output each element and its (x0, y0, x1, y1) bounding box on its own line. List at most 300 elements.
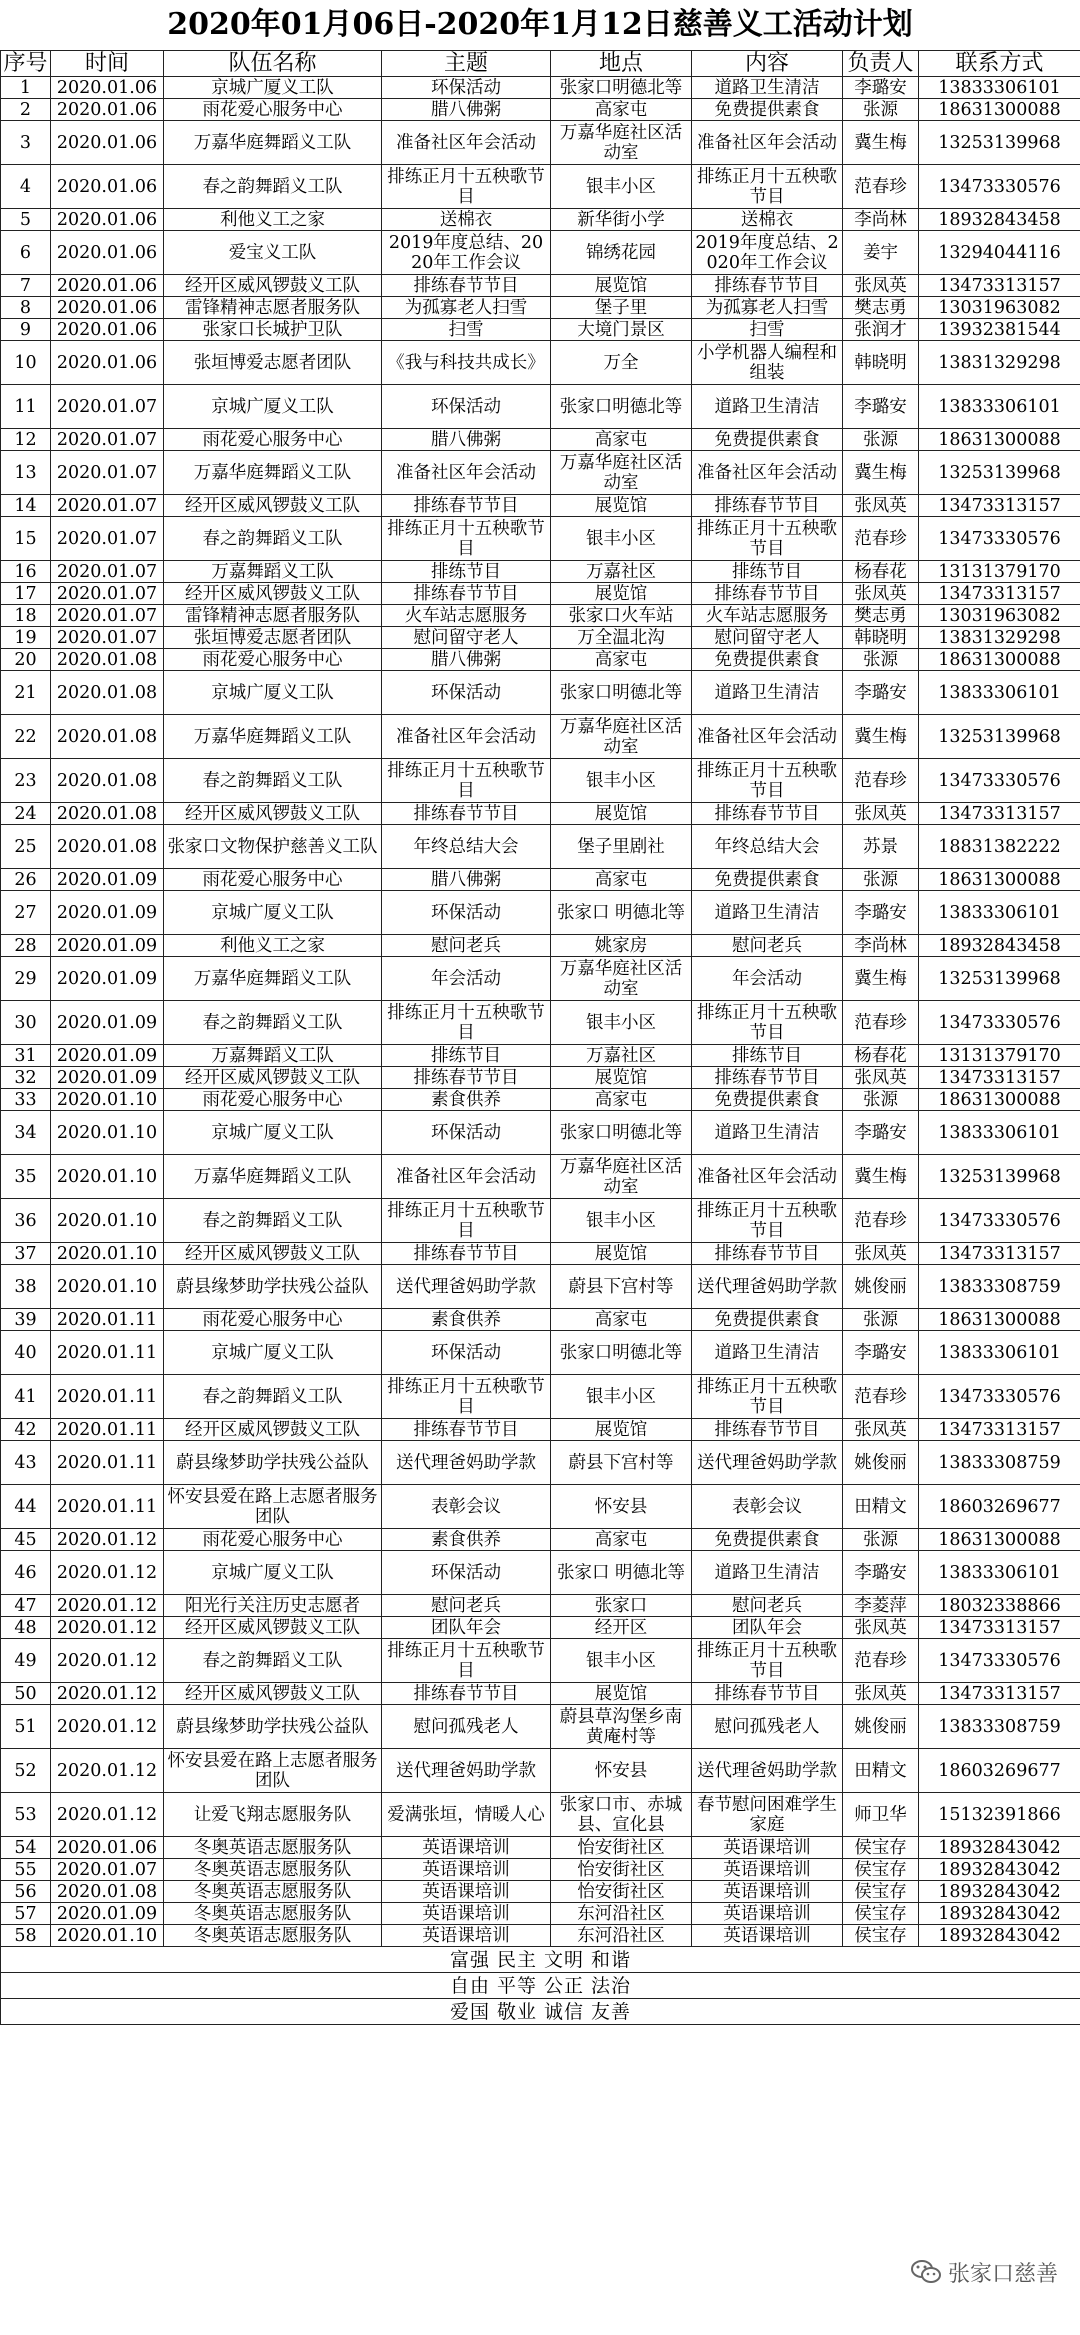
cell-topic: 排练正月十五秧歌节目 (382, 759, 551, 803)
cell-content: 免费提供素食 (692, 869, 843, 891)
table-row (1, 1903, 1080, 1925)
cell-content: 准备社区年会活动 (692, 451, 843, 495)
cell-date: 2020.01.07 (51, 561, 164, 583)
cell-leader: 姚俊丽 (843, 1441, 919, 1485)
cell-date: 2020.01.07 (51, 495, 164, 517)
cell-date: 2020.01.09 (51, 869, 164, 891)
table-row (1, 1419, 1080, 1441)
cell-location: 万全 (551, 341, 692, 385)
cell-topic: 为孤寡老人扫雪 (382, 297, 551, 319)
cell-phone: 13473313157 (919, 803, 1080, 825)
cell-leader: 张润才 (843, 319, 919, 341)
cell-location: 姚家房 (551, 935, 692, 957)
cell-content: 排练春节节目 (692, 275, 843, 297)
cell-date: 2020.01.06 (51, 99, 164, 121)
cell-location: 高家屯 (551, 649, 692, 671)
table-row (1, 297, 1080, 319)
cell-phone: 13833306101 (919, 385, 1080, 429)
cell-content: 2019年度总结、2020年工作会议 (692, 231, 843, 275)
column-header: 地点 (551, 51, 692, 77)
cell-location: 银丰小区 (551, 1199, 692, 1243)
cell-content: 排练正月十五秧歌节目 (692, 1375, 843, 1419)
cell-index: 51 (1, 1705, 51, 1749)
cell-date: 2020.01.07 (51, 517, 164, 561)
cell-leader: 李璐安 (843, 1331, 919, 1375)
cell-topic: 排练节目 (382, 1045, 551, 1067)
cell-index: 25 (1, 825, 51, 869)
cell-leader: 李璐安 (843, 1551, 919, 1595)
table-row (1, 1265, 1080, 1309)
cell-index: 14 (1, 495, 51, 517)
cell-team: 雨花爱心服务中心 (164, 1309, 382, 1331)
cell-team: 冬奥英语志愿服务队 (164, 1881, 382, 1903)
cell-date: 2020.01.09 (51, 1001, 164, 1045)
cell-phone: 13473330576 (919, 517, 1080, 561)
table-row (1, 649, 1080, 671)
cell-phone: 13473313157 (919, 495, 1080, 517)
cell-index: 50 (1, 1683, 51, 1705)
cell-topic: 英语课培训 (382, 1925, 551, 1947)
cell-phone: 18631300088 (919, 1089, 1080, 1111)
cell-index: 3 (1, 121, 51, 165)
cell-phone: 13932381544 (919, 319, 1080, 341)
cell-team: 冬奥英语志愿服务队 (164, 1925, 382, 1947)
cell-content: 排练春节节目 (692, 803, 843, 825)
cell-date: 2020.01.08 (51, 715, 164, 759)
cell-topic: 环保活动 (382, 385, 551, 429)
cell-topic: 排练春节节目 (382, 1243, 551, 1265)
cell-team: 京城广厦义工队 (164, 1551, 382, 1595)
cell-index: 55 (1, 1859, 51, 1881)
cell-topic: 慰问老兵 (382, 1595, 551, 1617)
cell-index: 27 (1, 891, 51, 935)
table-row (1, 825, 1080, 869)
cell-topic: 送代理爸妈助学款 (382, 1265, 551, 1309)
cell-index: 29 (1, 957, 51, 1001)
cell-content: 小学机器人编程和组装 (692, 341, 843, 385)
table-row (1, 1749, 1080, 1793)
cell-index: 32 (1, 1067, 51, 1089)
cell-leader: 范春珍 (843, 165, 919, 209)
cell-leader: 张凤英 (843, 275, 919, 297)
cell-phone: 13253139968 (919, 957, 1080, 1001)
cell-leader: 张源 (843, 429, 919, 451)
cell-date: 2020.01.06 (51, 121, 164, 165)
cell-index: 21 (1, 671, 51, 715)
cell-leader: 樊志勇 (843, 605, 919, 627)
cell-team: 让爱飞翔志愿服务队 (164, 1793, 382, 1837)
cell-content: 排练正月十五秧歌节目 (692, 517, 843, 561)
cell-leader: 范春珍 (843, 1639, 919, 1683)
cell-team: 利他义工之家 (164, 209, 382, 231)
cell-content: 慰问老兵 (692, 1595, 843, 1617)
cell-phone: 13473313157 (919, 275, 1080, 297)
cell-team: 雨花爱心服务中心 (164, 869, 382, 891)
cell-index: 30 (1, 1001, 51, 1045)
cell-team: 经开区威风锣鼓义工队 (164, 1419, 382, 1441)
cell-topic: 排练春节节目 (382, 583, 551, 605)
cell-content: 免费提供素食 (692, 1089, 843, 1111)
cell-location: 高家屯 (551, 869, 692, 891)
cell-date: 2020.01.06 (51, 297, 164, 319)
cell-content: 英语课培训 (692, 1925, 843, 1947)
cell-index: 1 (1, 77, 51, 99)
table-row (1, 231, 1080, 275)
cell-team: 阳光行关注历史志愿者 (164, 1595, 382, 1617)
cell-leader: 李尚林 (843, 935, 919, 957)
table-row (1, 341, 1080, 385)
cell-leader: 李璐安 (843, 77, 919, 99)
cell-topic: 排练正月十五秧歌节目 (382, 1199, 551, 1243)
cell-leader: 张源 (843, 1089, 919, 1111)
table-row (1, 1485, 1080, 1529)
cell-phone: 18631300088 (919, 649, 1080, 671)
cell-team: 京城广厦义工队 (164, 671, 382, 715)
cell-topic: 腊八佛粥 (382, 869, 551, 891)
cell-content: 排练春节节目 (692, 1243, 843, 1265)
cell-topic: 英语课培训 (382, 1837, 551, 1859)
column-header: 主题 (382, 51, 551, 77)
cell-content: 慰问留守老人 (692, 627, 843, 649)
cell-team: 京城广厦义工队 (164, 385, 382, 429)
cell-location: 展览馆 (551, 1067, 692, 1089)
table-row (1, 209, 1080, 231)
cell-date: 2020.01.12 (51, 1683, 164, 1705)
cell-phone: 13833306101 (919, 1111, 1080, 1155)
cell-index: 43 (1, 1441, 51, 1485)
cell-team: 冬奥英语志愿服务队 (164, 1903, 382, 1925)
cell-leader: 范春珍 (843, 1375, 919, 1419)
cell-phone: 13253139968 (919, 1155, 1080, 1199)
cell-location: 张家口明德北等 (551, 671, 692, 715)
cell-content: 免费提供素食 (692, 99, 843, 121)
cell-date: 2020.01.11 (51, 1331, 164, 1375)
cell-content: 英语课培训 (692, 1881, 843, 1903)
cell-team: 经开区威风锣鼓义工队 (164, 275, 382, 297)
cell-index: 44 (1, 1485, 51, 1529)
table-row (1, 1551, 1080, 1595)
cell-date: 2020.01.06 (51, 209, 164, 231)
cell-content: 道路卫生清洁 (692, 1331, 843, 1375)
table-row (1, 1089, 1080, 1111)
cell-location: 展览馆 (551, 803, 692, 825)
cell-team: 经开区威风锣鼓义工队 (164, 1683, 382, 1705)
cell-team: 万嘉华庭舞蹈义工队 (164, 1155, 382, 1199)
cell-topic: 2019年度总结、2020年工作会议 (382, 231, 551, 275)
cell-location: 高家屯 (551, 1529, 692, 1551)
cell-location: 张家口 明德北等 (551, 1551, 692, 1595)
cell-phone: 18631300088 (919, 1529, 1080, 1551)
cell-topic: 英语课培训 (382, 1881, 551, 1903)
cell-location: 银丰小区 (551, 1639, 692, 1683)
cell-content: 表彰会议 (692, 1485, 843, 1529)
cell-leader: 侯宝存 (843, 1837, 919, 1859)
cell-leader: 姚俊丽 (843, 1705, 919, 1749)
cell-team: 春之韵舞蹈义工队 (164, 1375, 382, 1419)
cell-date: 2020.01.07 (51, 605, 164, 627)
cell-location: 高家屯 (551, 429, 692, 451)
cell-topic: 慰问老兵 (382, 935, 551, 957)
cell-location: 怡安街社区 (551, 1837, 692, 1859)
cell-leader: 李璐安 (843, 671, 919, 715)
cell-location: 张家口 (551, 1595, 692, 1617)
cell-date: 2020.01.12 (51, 1639, 164, 1683)
cell-index: 28 (1, 935, 51, 957)
cell-phone: 18932843042 (919, 1881, 1080, 1903)
cell-phone: 18932843042 (919, 1925, 1080, 1947)
slogan-row (1, 1947, 1080, 1973)
column-header: 内容 (692, 51, 843, 77)
cell-phone: 13833306101 (919, 1551, 1080, 1595)
cell-date: 2020.01.09 (51, 891, 164, 935)
cell-topic: 准备社区年会活动 (382, 451, 551, 495)
table-row (1, 1155, 1080, 1199)
cell-team: 春之韵舞蹈义工队 (164, 1639, 382, 1683)
cell-team: 春之韵舞蹈义工队 (164, 1199, 382, 1243)
cell-topic: 腊八佛粥 (382, 99, 551, 121)
cell-content: 春节慰问困难学生家庭 (692, 1793, 843, 1837)
cell-date: 2020.01.10 (51, 1243, 164, 1265)
table-row (1, 1045, 1080, 1067)
cell-content: 排练节目 (692, 561, 843, 583)
cell-leader: 杨春花 (843, 561, 919, 583)
cell-content: 道路卫生清洁 (692, 671, 843, 715)
cell-team: 张家口文物保护慈善义工队 (164, 825, 382, 869)
cell-location: 高家屯 (551, 1089, 692, 1111)
cell-date: 2020.01.06 (51, 231, 164, 275)
cell-content: 准备社区年会活动 (692, 121, 843, 165)
cell-date: 2020.01.07 (51, 385, 164, 429)
cell-content: 送代理爸妈助学款 (692, 1749, 843, 1793)
cell-topic: 爱满张垣，情暖人心 (382, 1793, 551, 1837)
cell-leader: 苏景 (843, 825, 919, 869)
table-row (1, 1793, 1080, 1837)
cell-leader: 张凤英 (843, 495, 919, 517)
cell-location: 高家屯 (551, 1309, 692, 1331)
cell-date: 2020.01.08 (51, 759, 164, 803)
cell-date: 2020.01.10 (51, 1155, 164, 1199)
cell-index: 2 (1, 99, 51, 121)
cell-location: 蔚县下宫村等 (551, 1441, 692, 1485)
cell-index: 34 (1, 1111, 51, 1155)
cell-content: 准备社区年会活动 (692, 1155, 843, 1199)
cell-date: 2020.01.10 (51, 1199, 164, 1243)
cell-location: 万嘉华庭社区活动室 (551, 451, 692, 495)
cell-date: 2020.01.11 (51, 1485, 164, 1529)
table-row (1, 1925, 1080, 1947)
cell-date: 2020.01.10 (51, 1925, 164, 1947)
cell-team: 冬奥英语志愿服务队 (164, 1837, 382, 1859)
cell-team: 万嘉舞蹈义工队 (164, 1045, 382, 1067)
cell-location: 万嘉华庭社区活动室 (551, 121, 692, 165)
table-row (1, 451, 1080, 495)
cell-phone: 13833306101 (919, 1331, 1080, 1375)
table-row (1, 1243, 1080, 1265)
table-row (1, 1331, 1080, 1375)
cell-team: 张家口长城护卫队 (164, 319, 382, 341)
cell-location: 银丰小区 (551, 517, 692, 561)
cell-index: 16 (1, 561, 51, 583)
cell-phone: 13473313157 (919, 1419, 1080, 1441)
cell-location: 张家口火车站 (551, 605, 692, 627)
cell-phone: 13031963082 (919, 605, 1080, 627)
cell-phone: 13031963082 (919, 297, 1080, 319)
cell-leader: 冀生梅 (843, 957, 919, 1001)
cell-date: 2020.01.12 (51, 1705, 164, 1749)
column-header: 时间 (51, 51, 164, 77)
cell-location: 大境门景区 (551, 319, 692, 341)
cell-date: 2020.01.10 (51, 1265, 164, 1309)
cell-location: 张家口市、赤城县、宣化县 (551, 1793, 692, 1837)
cell-phone: 18603269677 (919, 1485, 1080, 1529)
cell-leader: 冀生梅 (843, 121, 919, 165)
cell-content: 免费提供素食 (692, 1309, 843, 1331)
cell-index: 26 (1, 869, 51, 891)
cell-leader: 张凤英 (843, 1683, 919, 1705)
cell-topic: 环保活动 (382, 671, 551, 715)
cell-team: 蔚县缘梦助学扶残公益队 (164, 1265, 382, 1309)
cell-location: 张家口明德北等 (551, 77, 692, 99)
cell-team: 春之韵舞蹈义工队 (164, 1001, 382, 1045)
cell-location: 蔚县下宫村等 (551, 1265, 692, 1309)
cell-index: 46 (1, 1551, 51, 1595)
cell-phone: 13473330576 (919, 759, 1080, 803)
cell-content: 送棉衣 (692, 209, 843, 231)
cell-index: 33 (1, 1089, 51, 1111)
cell-date: 2020.01.12 (51, 1551, 164, 1595)
cell-leader: 范春珍 (843, 1001, 919, 1045)
cell-leader: 张凤英 (843, 1617, 919, 1639)
table-row (1, 77, 1080, 99)
cell-content: 团队年会 (692, 1617, 843, 1639)
cell-index: 12 (1, 429, 51, 451)
cell-leader: 冀生梅 (843, 451, 919, 495)
cell-leader: 师卫华 (843, 1793, 919, 1837)
cell-location: 万全温北沟 (551, 627, 692, 649)
cell-topic: 《我与科技共成长》 (382, 341, 551, 385)
table-row (1, 627, 1080, 649)
cell-index: 13 (1, 451, 51, 495)
cell-leader: 樊志勇 (843, 297, 919, 319)
cell-index: 38 (1, 1265, 51, 1309)
cell-date: 2020.01.07 (51, 429, 164, 451)
table-row (1, 605, 1080, 627)
cell-content: 排练正月十五秧歌节目 (692, 1001, 843, 1045)
cell-date: 2020.01.09 (51, 1067, 164, 1089)
activity-plan-table (0, 50, 1080, 2025)
cell-team: 雨花爱心服务中心 (164, 649, 382, 671)
cell-content: 年会活动 (692, 957, 843, 1001)
cell-topic: 排练正月十五秧歌节目 (382, 1375, 551, 1419)
cell-phone: 13131379170 (919, 1045, 1080, 1067)
cell-index: 41 (1, 1375, 51, 1419)
watermark-text: 张家口慈善 (948, 2261, 1059, 2287)
cell-topic: 环保活动 (382, 1331, 551, 1375)
cell-phone: 13473313157 (919, 1683, 1080, 1705)
cell-team: 万嘉舞蹈义工队 (164, 561, 382, 583)
cell-phone: 13831329298 (919, 341, 1080, 385)
cell-index: 31 (1, 1045, 51, 1067)
table-row (1, 1111, 1080, 1155)
cell-phone: 13833306101 (919, 891, 1080, 935)
cell-team: 万嘉华庭舞蹈义工队 (164, 121, 382, 165)
cell-topic: 环保活动 (382, 77, 551, 99)
wechat-icon (910, 2258, 942, 2286)
table-row (1, 957, 1080, 1001)
cell-content: 为孤寡老人扫雪 (692, 297, 843, 319)
cell-content: 道路卫生清洁 (692, 1111, 843, 1155)
cell-team: 京城广厦义工队 (164, 77, 382, 99)
cell-date: 2020.01.06 (51, 341, 164, 385)
cell-index: 24 (1, 803, 51, 825)
cell-location: 张家口明德北等 (551, 1111, 692, 1155)
cell-index: 52 (1, 1749, 51, 1793)
cell-phone: 13833306101 (919, 671, 1080, 715)
table-row (1, 715, 1080, 759)
cell-leader: 李璐安 (843, 1111, 919, 1155)
cell-leader: 杨春花 (843, 1045, 919, 1067)
cell-phone: 18932843458 (919, 935, 1080, 957)
cell-location: 展览馆 (551, 1243, 692, 1265)
cell-date: 2020.01.09 (51, 1903, 164, 1925)
cell-team: 春之韵舞蹈义工队 (164, 517, 382, 561)
cell-phone: 13473330576 (919, 165, 1080, 209)
cell-topic: 排练春节节目 (382, 1419, 551, 1441)
column-header: 序号 (1, 51, 51, 77)
cell-location: 经开区 (551, 1617, 692, 1639)
cell-date: 2020.01.11 (51, 1441, 164, 1485)
cell-location: 张家口明德北等 (551, 385, 692, 429)
cell-date: 2020.01.08 (51, 1881, 164, 1903)
cell-leader: 张源 (843, 649, 919, 671)
cell-content: 排练正月十五秧歌节目 (692, 1199, 843, 1243)
cell-topic: 团队年会 (382, 1617, 551, 1639)
cell-date: 2020.01.10 (51, 1111, 164, 1155)
cell-location: 怡安街社区 (551, 1881, 692, 1903)
cell-topic: 环保活动 (382, 1551, 551, 1595)
cell-team: 万嘉华庭舞蹈义工队 (164, 715, 382, 759)
cell-content: 免费提供素食 (692, 649, 843, 671)
cell-index: 22 (1, 715, 51, 759)
cell-index: 4 (1, 165, 51, 209)
cell-location: 银丰小区 (551, 1001, 692, 1045)
cell-content: 慰问老兵 (692, 935, 843, 957)
table-row (1, 1617, 1080, 1639)
cell-phone: 18932843042 (919, 1903, 1080, 1925)
cell-index: 56 (1, 1881, 51, 1903)
cell-index: 36 (1, 1199, 51, 1243)
cell-index: 42 (1, 1419, 51, 1441)
cell-phone: 13833308759 (919, 1705, 1080, 1749)
cell-phone: 13833308759 (919, 1265, 1080, 1309)
cell-location: 蔚县草沟堡乡南黄庵村等 (551, 1705, 692, 1749)
cell-index: 5 (1, 209, 51, 231)
table-row (1, 385, 1080, 429)
cell-content: 免费提供素食 (692, 1529, 843, 1551)
cell-location: 万嘉华庭社区活动室 (551, 957, 692, 1001)
cell-location: 新华街小学 (551, 209, 692, 231)
cell-index: 6 (1, 231, 51, 275)
cell-topic: 排练春节节目 (382, 495, 551, 517)
table-body (1, 77, 1080, 1947)
cell-date: 2020.01.06 (51, 165, 164, 209)
table-row (1, 803, 1080, 825)
cell-phone: 13473330576 (919, 1001, 1080, 1045)
cell-leader: 张凤英 (843, 803, 919, 825)
cell-topic: 排练正月十五秧歌节目 (382, 1639, 551, 1683)
cell-leader: 姚俊丽 (843, 1265, 919, 1309)
cell-team: 京城广厦义工队 (164, 891, 382, 935)
